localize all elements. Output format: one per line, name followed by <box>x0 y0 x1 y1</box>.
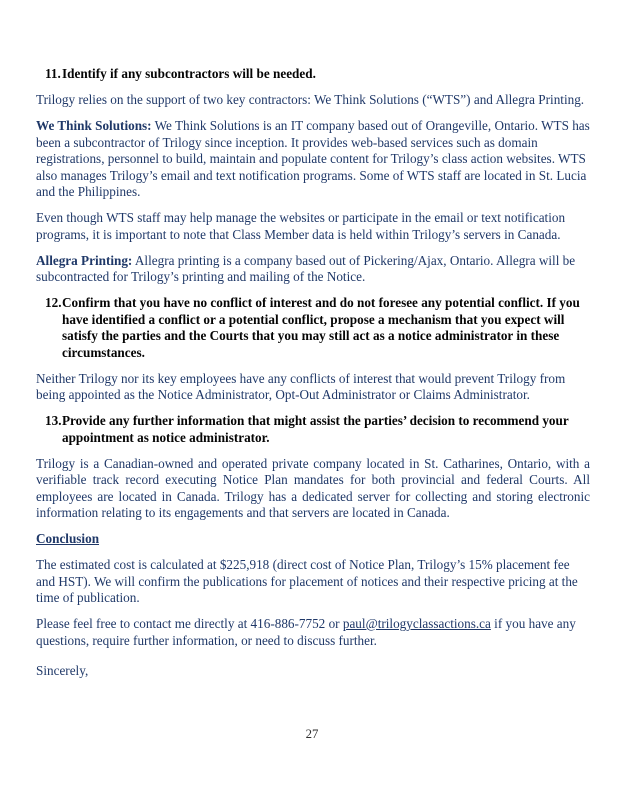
paragraph-allegra <box>36 253 590 286</box>
paragraph-wts-data-note-text: Even though WTS staff may help manage the websites or participate in the email or text notification programs, it is important to note that Class Member data is held within Trilogy’s servers in Canada. <box>36 210 566 242</box>
paragraph-wts-data-note <box>36 210 590 243</box>
heading-item-11 <box>45 66 590 83</box>
paragraph-wts <box>36 118 590 201</box>
heading-12-text: Confirm that you have no conflict of interest and do not foresee any potential conflict. If you have identified a conflict or a potential conflict, propose a mechanism that you expect will satisfy the parties and the Courts that you may still act as a notice administrator in these circumstances. <box>62 295 580 360</box>
heading-11-number: 11. <box>45 66 61 81</box>
email-link[interactable]: paul@trilogyclassactions.ca <box>342 616 491 631</box>
closing-sincerely-text: Sincerely, <box>36 663 89 678</box>
closing-sincerely <box>36 663 590 680</box>
conclusion-heading-text: Conclusion <box>36 531 100 546</box>
paragraph-estimated-cost-text: The estimated cost is calculated at $225,918 (direct cost of Notice Plan, Trilogy’s 15% placement fee and HST). We will confirm the publications for placement of notices and their respective pricing at the time of publication. <box>36 557 578 605</box>
paragraph-contact-before: Please feel free to contact me directly at 416-886-7752 or <box>36 616 343 631</box>
paragraph-contractors-intro-text: Trilogy relies on the support of two key contractors: We Think Solutions (“WTS”) and Allegra Printing. <box>36 92 585 107</box>
paragraph-contact-after: if you have any questions, require further information, or need to discuss further. <box>36 616 576 648</box>
paragraph-contractors-intro <box>36 92 590 109</box>
heading-13-text: Provide any further information that might assist the parties’ decision to recommend your appointment as notice administrator. <box>62 413 569 445</box>
paragraph-no-conflict <box>36 371 590 404</box>
paragraph-no-conflict-text: Neither Trilogy nor its key employees have any conflicts of interest that would prevent Trilogy from being appointed as the Notice Administrator, Opt-Out Administrator or Claims Administrator. <box>36 370 566 402</box>
paragraph-company-info <box>36 456 590 522</box>
paragraph-company-info-text: Trilogy is a Canadian-owned and operated private company located in St. Catharines, Ontario, with a verifiable track record executing Notice Plan mandates for both provincial and federal Courts. All employees are located in Canada. Trilogy has a dedicated server for collecting and storing electronic information relating to its engagements and that servers are located in Canada. <box>36 455 590 520</box>
wts-lead-label: We Think Solutions: <box>36 118 152 133</box>
heading-item-12 <box>45 295 590 361</box>
heading-item-13 <box>45 413 590 446</box>
heading-13-number: 13. <box>45 413 62 428</box>
allegra-lead-label: Allegra Printing: <box>36 252 133 268</box>
heading-11-text: Identify if any subcontractors will be needed. <box>62 66 316 81</box>
document-content <box>36 66 590 689</box>
paragraph-contact <box>36 616 590 649</box>
conclusion-heading <box>36 531 590 548</box>
allegra-body-text: Allegra printing is a company based out of Pickering/Ajax, Ontario. Allegra will be subcontracted for Trilogy’s printing and mailing of the Notice. <box>36 252 576 284</box>
heading-12-number: 12. <box>45 295 62 310</box>
paragraph-estimated-cost <box>36 557 590 607</box>
page-number: 27 <box>305 727 319 741</box>
wts-body-text: We Think Solutions is an IT company based out of Orangeville, Ontario. WTS has been a subcontractor of Trilogy since inception. It provides web-based services such as domain registrations, personnel to build, maintain and populate content for Trilogy’s class action websites. WTS also manages Trilogy’s email and text notification programs. Some of WTS staff are located in St. Lucia and the Philippines. <box>36 118 590 199</box>
